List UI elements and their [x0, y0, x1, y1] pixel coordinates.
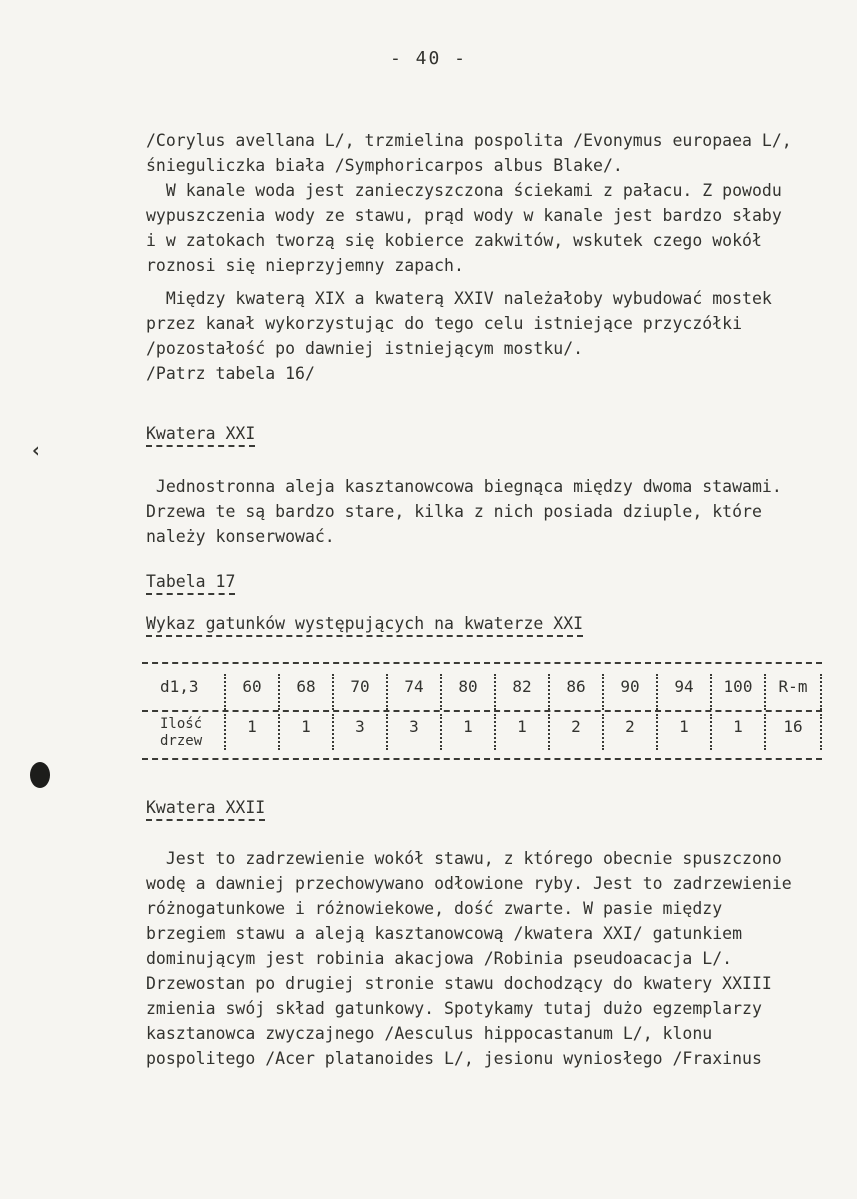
- table-header-cell: R-m: [764, 674, 822, 710]
- heading-tabela: Tabela 17: [146, 572, 235, 591]
- species-table: [142, 662, 822, 762]
- table-data-row: [142, 714, 822, 750]
- table-header-cell: 86: [548, 674, 602, 710]
- table-header-label: d1,3: [160, 677, 199, 696]
- paragraph-canal-water: W kanale woda jest zanieczyszczona ściekami z pałacu. Z powodu wypuszczenia wody ze stawu, prąd wody w kanale jest bardzo słaby i w zatokach tworzą się kobierce zakwitów, wskutek czego wokół roznosi się nieprzyjemny zapach.: [146, 181, 782, 275]
- table-header-cell: 74: [386, 674, 440, 710]
- punch-hole-icon: [30, 762, 50, 788]
- table-data-cell: 3: [386, 714, 440, 750]
- table-header-cell: 70: [332, 674, 386, 710]
- table-row-label: Ilość drzew: [160, 716, 203, 749]
- heading-wykaz: Wykaz gatunków występujących na kwaterze XXI: [146, 614, 583, 633]
- table-data-cell: 2: [548, 714, 602, 750]
- table-data-cell: 16: [764, 714, 822, 750]
- table-header-cell: 68: [278, 674, 332, 710]
- heading-kwatera-xxi: Kwatera XXI: [146, 424, 255, 443]
- table-rule-top: [142, 662, 822, 664]
- table-header-cell: 80: [440, 674, 494, 710]
- table-rule-mid: [142, 710, 822, 712]
- heading-kwatera-xxii: Kwatera XXII: [146, 798, 265, 817]
- table-data-cell: 3: [332, 714, 386, 750]
- table-header-cell: 94: [656, 674, 710, 710]
- margin-mark-icon: ‹: [30, 438, 43, 462]
- page-number: - 40 -: [389, 48, 468, 69]
- table-header-cell: 60: [224, 674, 278, 710]
- table-rule-bottom: [142, 758, 822, 760]
- table-data-cell: 2: [602, 714, 656, 750]
- table-data-cell: 1: [656, 714, 710, 750]
- table-data-cell: 1: [224, 714, 278, 750]
- paragraph-chestnut-alley: Jednostronna aleja kasztanowcowa biegnąca między dwoma stawami. Drzewa te są bardzo stare, kilka z nich posiada dziuple, które należy konserwować.: [146, 477, 782, 546]
- table-header-cell: 100: [710, 674, 764, 710]
- paragraph-bridge: Między kwaterą XIX a kwaterą XXIV należałoby wybudować mostek przez kanał wykorzystując do tego celu istniejące przyczółki /pozostałość po dawniej istniejącym mostku/. /Patrz tabela 16/: [146, 289, 772, 383]
- table-data-cell: 1: [278, 714, 332, 750]
- table-data-cell: 1: [710, 714, 764, 750]
- table-data-cell: 1: [494, 714, 548, 750]
- table-header-cell: 82: [494, 674, 548, 710]
- paragraph-pond-woods: Jest to zadrzewienie wokół stawu, z którego obecnie spuszczono wodę a dawniej przechowywano odłowione ryby. Jest to zadrzewienie różnogatunkowe i różnowiekowe, dość zwarte. W pasie między brzegiem stawu a aleją kasztanowcową /kwatera XXI/ gatunkiem dominującym jest robinia akacjowa /Robinia pseudoacacja L/. Drzewostan po drugiej stronie stawu dochodzący do kwatery XXIII zmienia swój skład gatunkowy. Spotykamy tutaj dużo egzemplarzy kasztanowca zwyczajnego /Aesculus hippocastanum L/, klonu pospolitego /Acer platanoides L/, jesionu wyniosłego /Fraxinus: [146, 849, 792, 1068]
- paragraph-species-list: /Corylus avellana L/, trzmielina pospolita /Evonymus europaea L/, śnieguliczka biała /Symphoricarpos albus Blake/.: [146, 131, 792, 175]
- table-data-cell: 1: [440, 714, 494, 750]
- table-header-cell: 90: [602, 674, 656, 710]
- table-header-row: [142, 674, 822, 710]
